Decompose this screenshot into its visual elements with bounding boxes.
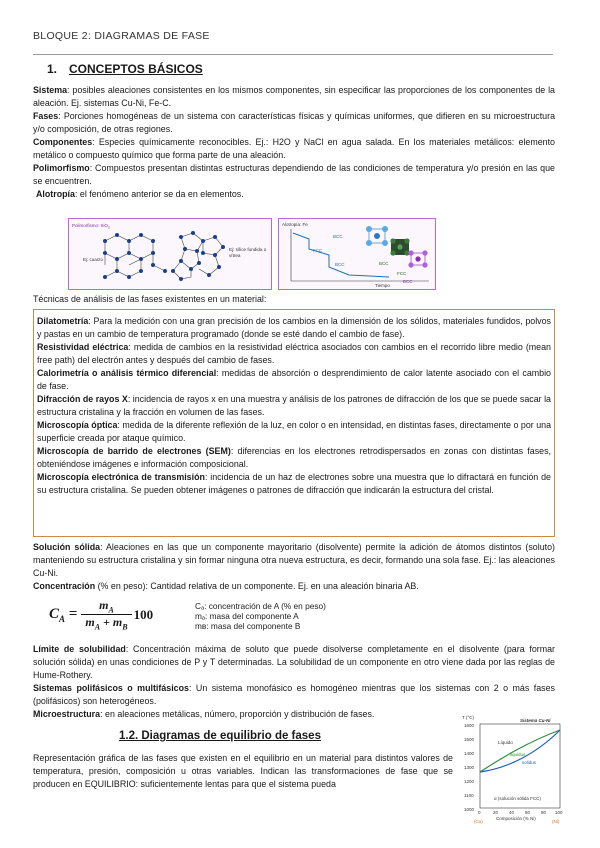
- phase-label-1: BCC: [333, 234, 343, 239]
- cooling-curve: [293, 233, 389, 277]
- techniques-list: [37, 315, 551, 497]
- page-header: BLOQUE 2: DIAGRAMAS DE FASE: [33, 30, 210, 42]
- quartz-label: Ej: cuarzo: [83, 257, 104, 262]
- solidus-label: solidus: [522, 760, 537, 765]
- section-title: CONCEPTOS BÁSICOS: [69, 62, 203, 76]
- formula-lhs: C: [49, 605, 60, 622]
- polymorphism-title: Polimorfismo: SiO$_2$: [72, 223, 110, 230]
- ni-end-label: (Ni): [552, 819, 560, 824]
- technique-item: Difracción de rayos X: incidencia de rayos x en una muestra y análisis de los patrones de difracción de los que se puede sacar la estructura cristalina y la fracción en volumen de las fases.: [37, 394, 551, 417]
- allotropy-figure: [278, 218, 436, 290]
- def-solucion-solida: Solución sólida: Aleaciones en las que un componente mayoritario (disolvente) permite la adición de átomos distintos (soluto) manteniendo su estructura cristalina y sin formar ninguna otra nueva estructura, es decir, formando una sola fase. Ej.: las aleaciones Cu-Ni.: [33, 542, 555, 578]
- def-limite-solubilidad: Límite de solubilidad: Concentración máxima de soluto que puede disolverse completamente en el disolvente (para formar solución sólida) en unas condiciones de P y T determinadas. La solubilidad de un componente en otro viene dada por las reglas de Hume-Rothery.: [33, 644, 556, 680]
- bcc-crystal-1: [366, 226, 388, 246]
- techniques-box: [33, 309, 555, 537]
- def-sistema: Sistema: posibles aleaciones consistentes en los mismos componentes, sin especificar las proporciones de los componentes de la aleación. Ej. sistemas Cu-Ni, Fe-C.: [33, 85, 555, 108]
- polymorphism-figure: [68, 218, 272, 290]
- formula-numerator: $m_A$: [81, 598, 131, 615]
- techniques-intro: Técnicas de análisis de las fases existentes en un material:: [33, 294, 267, 304]
- y-tick: 1000: [464, 807, 475, 812]
- def-alotropia: Alotropía: el fenómeno anterior se da en elementos.: [36, 189, 244, 199]
- technique-item: Microscopía de barrido de electrones (SEM): diferencias en los electrones retrodispersados en zonas con distintas fases, obteniéndose imágenes e información composicional.: [37, 446, 551, 469]
- header-divider: [33, 54, 553, 55]
- y-tick: 1400: [464, 751, 475, 756]
- phase-label-6: BCC: [403, 279, 413, 284]
- def-concentracion: Concentración (% en peso): Cantidad relativa de un componente. Ej. en una aleación binaria AB.: [33, 581, 419, 591]
- x-tick-labels: [478, 810, 563, 815]
- y-tick: 1500: [464, 737, 475, 742]
- legend-line: Cₐ: concentración de A (% en peso): [195, 601, 326, 611]
- technique-item: Microscopía electrónica de transmisión: incidencia de un haz de electrones sobre una muestra que lo difractará en función de su estructura cristalina. Se pueden obtener imágenes o patrones de difracción que indicarán la estructura del cristal.: [37, 472, 551, 495]
- phase-label-5: FCC: [397, 271, 407, 276]
- section-1-2-heading: 1.2. Diagramas de equilibrio de fases: [119, 730, 321, 742]
- phase-label-2: FCC: [313, 248, 323, 253]
- polymorphism-illustration: [69, 219, 271, 289]
- formula-legend: [195, 601, 326, 631]
- diagram-title: Sistema Cu-Ni: [520, 718, 551, 723]
- fcc-crystal: [390, 238, 409, 255]
- y-tick: 1600: [464, 723, 475, 728]
- quartz-lattice: [105, 235, 165, 277]
- legend-line: mₐ: masa del componente A: [195, 611, 299, 621]
- definitions-block: [33, 84, 555, 201]
- technique-item: Microscopía óptica: medida de la diferente reflexión de la luz, en color o en intensidad, en distintas fases, directamente o por una superficie creada por ataque químico.: [37, 420, 552, 443]
- diagram-y-label: T (°C): [462, 715, 474, 720]
- cu-ni-phase-diagram: [458, 712, 568, 824]
- section-1-heading: [47, 62, 203, 76]
- y-tick: 1200: [464, 779, 475, 784]
- allotropy-title: Alotropía: Fe: [282, 222, 308, 227]
- solubility-block: [33, 643, 555, 721]
- def-componentes: Componentes: Especies químicamente reconocibles. Ej.: H2O y NaCl en agua salada. En los materiales metálicos: elemento metálico o compuesto químico que forma parte de una aleación.: [33, 137, 555, 160]
- def-fases: Fases: Porciones homogéneas de un sistema con características físicas y químicas uniformes, que difieren en su microestructura y/o composición, de otras regiones.: [33, 111, 555, 134]
- phase-label-3: BCC: [335, 262, 345, 267]
- liquid-region-label: Líquido: [498, 740, 513, 745]
- liquidus-label: liquidus: [510, 752, 526, 757]
- technique-item: Calorimetría o análisis térmico diferencial: medidas de absorción o desprendimiento de calor latente asociado con el cambio de fase.: [37, 368, 551, 391]
- solid-solution-block: [33, 541, 555, 593]
- formula-factor: 100: [133, 606, 154, 622]
- x-tick: 20: [493, 810, 499, 815]
- def-sistemas-polifasicos: Sistemas polifásicos o multifásicos: Un sistema monofásico es homogéneo mientras que los sistemas con 2 o más fases (polifásicos) son heterogéneos.: [33, 683, 555, 706]
- section-number: 1.: [47, 62, 58, 76]
- technique-item: Dilatometría: Para la medición con una gran precisión de los cambios en la dimensión de los sólidos, materiales fundidos, polvos y pastas en un cambio de temperatura programado (donde se esté dando el cambio de fase).: [37, 316, 551, 339]
- y-tick-labels: [464, 723, 475, 812]
- x-tick: 60: [525, 810, 531, 815]
- allotropy-axis-label: Tiempo: [375, 283, 390, 288]
- x-tick: 40: [509, 810, 515, 815]
- x-tick: 100: [555, 810, 563, 815]
- y-tick: 1300: [464, 765, 475, 770]
- alpha-region-label: α (solución sólida FCC): [494, 796, 541, 801]
- allotropy-illustration: [279, 219, 435, 289]
- cu-end-label: (Cu): [474, 819, 483, 824]
- bcc-crystal-2: [408, 250, 427, 267]
- formula-denominator: $m_A + m_B$: [85, 615, 128, 632]
- phase-diagram-paragraph: Representación gráfica de las fases que existen en el equilibrio en un material para distintos valores de temperatura, presión, composición u otras variables. Indican las transformaciones de fase que se producen en EQUILIBRIO: suficientemente lentas para que el sistema pueda: [33, 753, 453, 789]
- concentration-formula: $C_A$ = $m_A$ 100 $m_A + m_B$: [49, 598, 154, 632]
- legend-line: mʙ: masa del componente B: [195, 621, 301, 631]
- glass-label: Ej: sílice fundida o vítrea: [229, 247, 267, 258]
- y-tick: 1100: [464, 793, 474, 798]
- x-tick: 0: [478, 810, 481, 815]
- def-microestructura: Microestructura: en aleaciones metálicas, número, proporción y distribución de fases.: [33, 709, 375, 719]
- x-tick: 80: [541, 810, 547, 815]
- technique-item: Resistividad eléctrica: medida de cambios en la resistividad eléctrica asociados con cambios en el recorrido libre medio (mean free path) del electrón antes y después del cambio de fases.: [37, 342, 551, 365]
- diagram-x-label: Composición (% Ni): [496, 816, 536, 821]
- def-polimorfismo: Polimorfismo: Compuestos presentan distintas estructuras dependiendo de las condiciones de temperatura y/o presión en las que se encuentren.: [33, 163, 555, 186]
- phase-label-4: BCC: [379, 261, 389, 266]
